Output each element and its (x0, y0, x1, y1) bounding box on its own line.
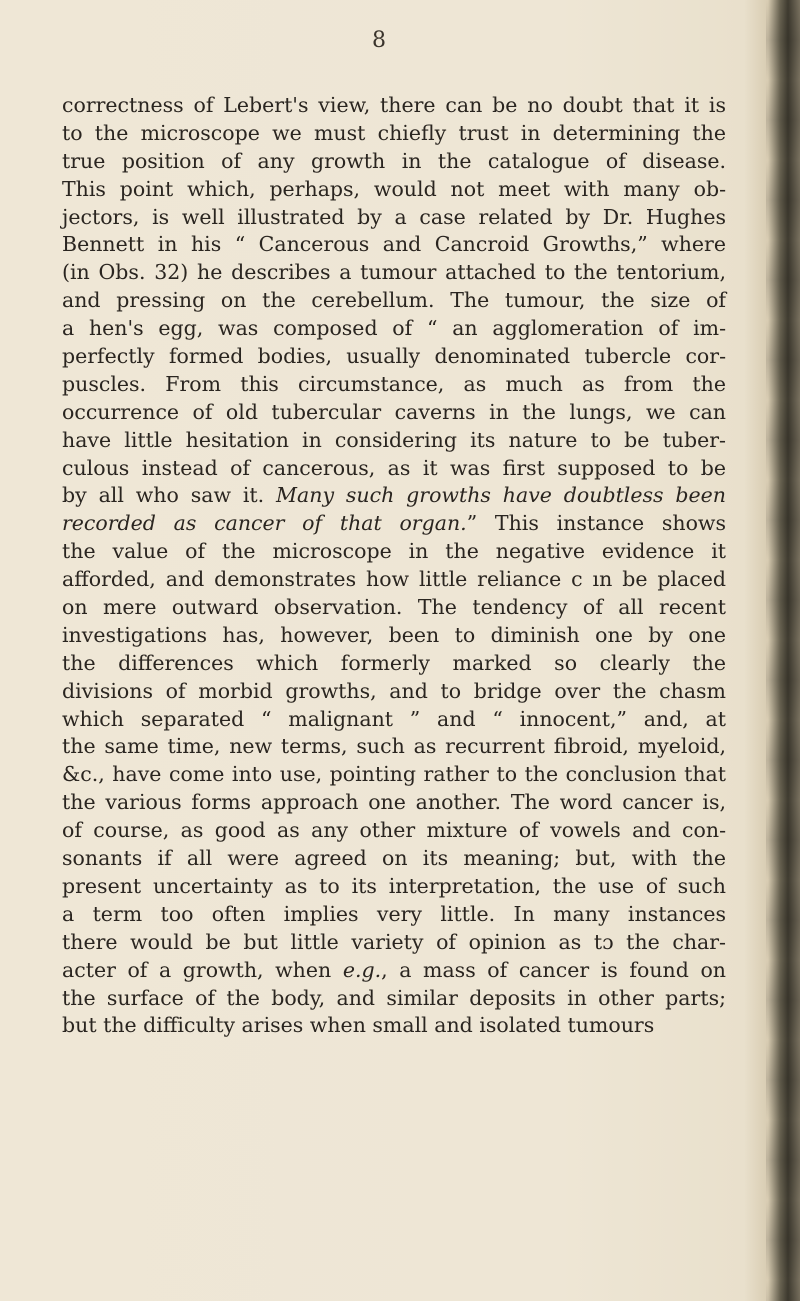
text-line (62, 650, 726, 678)
text-line (62, 789, 726, 817)
text-run: a hen's egg, was composed of “ an agglomeration of im- (62, 316, 726, 341)
text-run: &c., have come into use, pointing rather to the conclusion that (62, 762, 726, 787)
text-run: by all who saw it. (62, 483, 277, 508)
text-line (62, 482, 726, 510)
text-line (62, 594, 726, 622)
text-line (62, 343, 726, 371)
text-line (62, 510, 726, 538)
text-line (62, 399, 726, 427)
text-run: the same time, new terms, such as recurrent fibroid, myeloid, (62, 734, 726, 759)
text-line (62, 733, 726, 761)
page-number: 8 (372, 28, 386, 53)
text-line (62, 427, 726, 455)
text-run: a term too often implies very little. In many instances (62, 901, 726, 926)
text-line (62, 148, 726, 176)
body-text (62, 92, 726, 1040)
text-line (62, 371, 726, 399)
text-run: the surface of the body, and similar deposits in other parts; (62, 985, 726, 1010)
text-line (62, 231, 726, 259)
text-line (62, 455, 726, 483)
text-line (62, 873, 726, 901)
text-line (62, 817, 726, 845)
italic-text: Many such growths have doubtless been (276, 483, 726, 508)
text-line (62, 259, 726, 287)
text-run: there would be but little variety of opinion as tɔ the char- (62, 929, 726, 954)
text-run: the various forms approach one another. The word cancer is, (62, 790, 726, 815)
text-run: ” This instance shows (466, 511, 726, 536)
text-line (62, 706, 726, 734)
page-binding-shadow (766, 0, 800, 1301)
text-run: (in Obs. 32) he describes a tumour attached to the tentorium, (62, 260, 726, 285)
text-line (62, 315, 726, 343)
text-run: have little hesitation in considering its nature to be tuber- (62, 427, 726, 452)
text-line (62, 929, 726, 957)
text-line (62, 204, 726, 232)
text-run: divisions of morbid growths, and to bridge over the chasm (62, 678, 726, 703)
text-line (62, 985, 726, 1013)
text-run: to the microscope we must chiefly trust in determining the (62, 120, 726, 145)
text-run: afforded, and demonstrates how little reliance c ın be placed (62, 567, 726, 592)
text-run: of course, as good as any other mixture of vowels and con- (62, 818, 726, 843)
text-line (62, 566, 726, 594)
text-run: but the difficulty arises when small and isolated tumours (62, 1013, 655, 1038)
text-run: and pressing on the cerebellum. The tumour, the size of (62, 288, 726, 313)
text-run: the differences which formerly marked so clearly the (62, 650, 726, 675)
text-line (62, 538, 726, 566)
text-run: puscles. From this circumstance, as much as from the (62, 371, 726, 396)
text-line (62, 176, 726, 204)
text-line (62, 761, 726, 789)
text-run: correctness of Lebert's view, there can be no doubt that it is (62, 93, 726, 117)
text-run: occurrence of old tubercular caverns in the lungs, we can (62, 399, 726, 424)
text-line (62, 845, 726, 873)
text-run: true position of any growth in the catalogue of disease. (62, 148, 726, 173)
text-run: This point which, perhaps, would not meet with many ob- (62, 176, 726, 201)
text-line (62, 120, 726, 148)
text-line (62, 92, 726, 120)
text-run: which separated “ malignant ” and “ innocent,” and, at (62, 706, 726, 731)
text-line (62, 957, 726, 985)
text-run: , a mass of cancer is found on (381, 957, 726, 982)
text-run: perfectly formed bodies, usually denominated tubercle cor- (62, 344, 726, 369)
text-run: the value of the microscope in the negative evidence it (62, 539, 726, 564)
text-line (62, 678, 726, 706)
text-run: jectors, is well illustrated by a case related by Dr. Hughes (62, 204, 726, 229)
text-run: present uncertainty as to its interpretation, the use of such (62, 873, 726, 898)
text-line (62, 287, 726, 315)
text-run: acter of a growth, when (62, 957, 343, 982)
text-line (62, 1012, 726, 1040)
text-run: culous instead of cancerous, as it was first supposed to be (62, 455, 726, 480)
italic-text: e.g. (342, 957, 382, 982)
text-run: sonants if all were agreed on its meaning; but, with the (62, 846, 726, 871)
text-line (62, 622, 726, 650)
text-line (62, 901, 726, 929)
text-run: Bennett in his “ Cancerous and Cancroid Growths,” where (62, 232, 726, 257)
text-run: investigations has, however, been to diminish one by one (62, 622, 726, 647)
italic-text: recorded as cancer of that organ. (62, 511, 467, 536)
text-run: on mere outward observation. The tendency of all recent (62, 595, 726, 620)
